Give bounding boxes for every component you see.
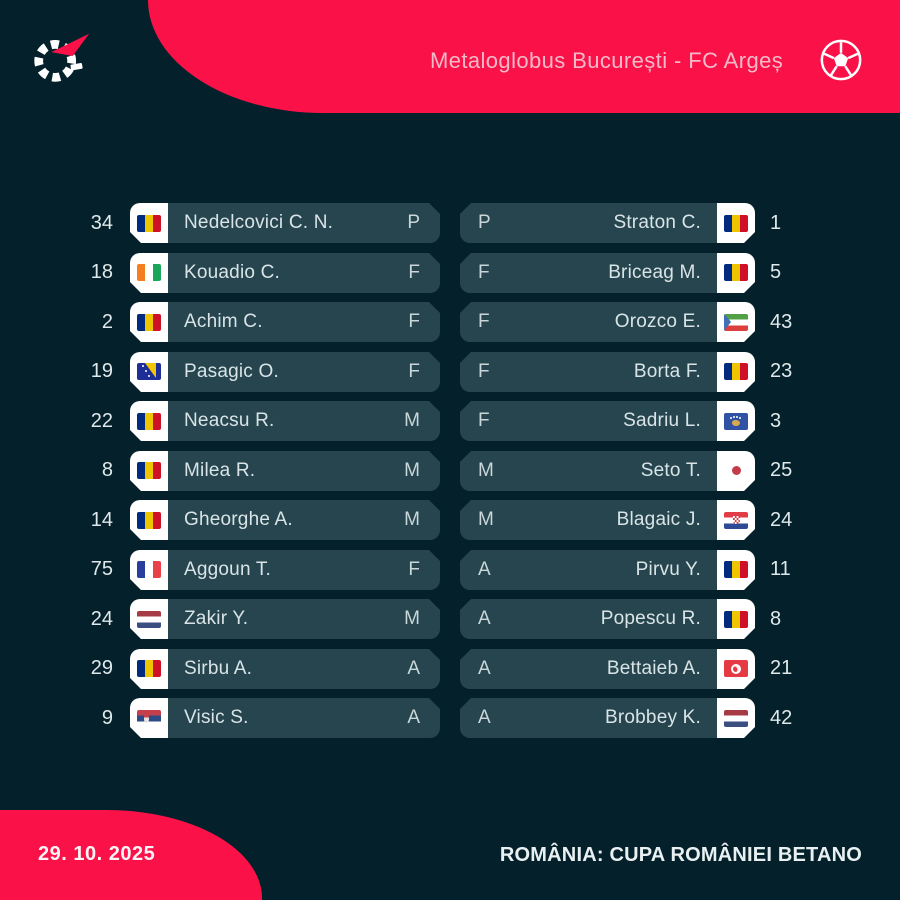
player-name: Pirvu Y. bbox=[635, 558, 701, 580]
corner-chamfer bbox=[429, 451, 440, 462]
player-pill[interactable] bbox=[130, 649, 440, 689]
player-name: Achim C. bbox=[184, 311, 263, 332]
corner-chamfer bbox=[429, 550, 440, 561]
corner-chamfer bbox=[460, 698, 471, 709]
player-position: F bbox=[478, 311, 490, 332]
player-name: Aggoun T. bbox=[184, 558, 272, 580]
romania-flag-icon bbox=[137, 512, 161, 529]
corner-chamfer bbox=[460, 253, 471, 264]
corner-chamfer bbox=[429, 649, 440, 660]
player-row bbox=[460, 698, 806, 738]
corner-chamfer bbox=[130, 232, 141, 243]
corner-chamfer bbox=[429, 599, 440, 610]
corner-chamfer bbox=[460, 302, 471, 313]
player-name: Brobbey K. bbox=[605, 707, 701, 728]
corner-chamfer bbox=[744, 678, 755, 689]
player-number: 23 bbox=[770, 360, 793, 382]
player-number: 3 bbox=[770, 409, 782, 432]
player-number: 21 bbox=[770, 657, 793, 679]
romania-flag-icon bbox=[724, 611, 748, 628]
ivory-coast-flag-icon bbox=[137, 264, 161, 281]
player-pill-body bbox=[168, 401, 440, 441]
corner-chamfer bbox=[130, 628, 141, 639]
corner-chamfer bbox=[130, 678, 141, 689]
player-row bbox=[460, 649, 806, 689]
player-row bbox=[460, 550, 806, 590]
player-row bbox=[460, 599, 806, 639]
player-pill[interactable] bbox=[460, 698, 755, 738]
player-pill[interactable] bbox=[460, 599, 755, 639]
player-pill-body bbox=[460, 500, 717, 540]
corner-chamfer bbox=[130, 529, 141, 540]
player-position: F bbox=[478, 360, 490, 382]
romania-flag-icon bbox=[137, 660, 161, 677]
corner-chamfer bbox=[744, 430, 755, 441]
player-pill[interactable] bbox=[460, 352, 755, 392]
corner-chamfer bbox=[460, 599, 471, 610]
player-row bbox=[60, 550, 440, 590]
corner-chamfer bbox=[130, 381, 141, 392]
player-row bbox=[460, 500, 806, 540]
player-name: Neacsu R. bbox=[184, 410, 275, 431]
player-name: Visic S. bbox=[184, 707, 249, 728]
serbia-flag-icon bbox=[137, 710, 161, 727]
corner-chamfer bbox=[130, 480, 141, 491]
player-position: A bbox=[478, 657, 491, 679]
player-pill-body bbox=[460, 401, 717, 441]
player-pill[interactable] bbox=[460, 550, 755, 590]
player-pill-body bbox=[168, 302, 440, 342]
corner-chamfer bbox=[130, 430, 141, 441]
player-number: 24 bbox=[90, 607, 113, 630]
player-position: A bbox=[478, 558, 491, 580]
corner-chamfer bbox=[460, 352, 471, 363]
player-position: A bbox=[407, 657, 420, 679]
player-pill-body bbox=[168, 550, 440, 590]
player-pill[interactable] bbox=[460, 451, 755, 491]
player-pill[interactable] bbox=[130, 352, 440, 392]
corner-chamfer bbox=[744, 282, 755, 293]
player-number: 75 bbox=[90, 558, 113, 580]
japan-flag-icon bbox=[724, 462, 748, 479]
player-name: Briceag M. bbox=[608, 261, 701, 283]
competition-name: ROMÂNIA: CUPA ROMÂNIEI BETANO bbox=[499, 844, 862, 866]
flashscore-logo bbox=[28, 24, 94, 90]
player-pill[interactable] bbox=[130, 401, 440, 441]
corner-chamfer bbox=[744, 727, 755, 738]
player-pill[interactable] bbox=[130, 698, 440, 738]
player-row bbox=[60, 599, 440, 639]
player-name: Milea R. bbox=[184, 459, 256, 481]
player-number: 8 bbox=[101, 459, 113, 481]
player-row bbox=[460, 401, 806, 441]
player-pill-body bbox=[460, 352, 717, 392]
player-pill-body bbox=[168, 203, 440, 243]
player-pill[interactable] bbox=[460, 302, 755, 342]
corner-chamfer bbox=[429, 698, 440, 709]
player-row bbox=[60, 401, 440, 441]
corner-chamfer bbox=[429, 352, 440, 363]
player-pill[interactable] bbox=[460, 401, 755, 441]
soccer-ball-icon bbox=[818, 37, 864, 83]
player-position: F bbox=[408, 311, 420, 332]
netherlands-flag-icon bbox=[137, 611, 161, 628]
away-lineup-column bbox=[460, 203, 806, 738]
player-position: A bbox=[407, 707, 420, 728]
corner-chamfer bbox=[429, 401, 440, 412]
corner-chamfer bbox=[130, 727, 141, 738]
corner-chamfer bbox=[460, 203, 471, 214]
corner-chamfer bbox=[460, 550, 471, 561]
corner-chamfer bbox=[744, 628, 755, 639]
corner-chamfer bbox=[744, 529, 755, 540]
player-name: Seto T. bbox=[640, 459, 701, 481]
player-position: A bbox=[478, 707, 491, 728]
player-pill-body bbox=[168, 451, 440, 491]
player-pill[interactable] bbox=[460, 253, 755, 293]
player-position: M bbox=[478, 459, 494, 481]
netherlands-flag-icon bbox=[724, 710, 748, 727]
player-name: Straton C. bbox=[613, 212, 701, 233]
player-pill[interactable] bbox=[130, 550, 440, 590]
player-number: 43 bbox=[770, 310, 793, 333]
player-name: Pasagic O. bbox=[184, 360, 279, 382]
player-pill-body bbox=[168, 253, 440, 293]
match-date: 29. 10. 2025 bbox=[38, 843, 156, 865]
romania-flag-icon bbox=[137, 462, 161, 479]
corner-chamfer bbox=[460, 500, 471, 511]
kosovo-flag-icon bbox=[724, 413, 748, 430]
player-pill-body bbox=[460, 599, 717, 639]
player-number: 8 bbox=[770, 607, 782, 630]
corner-chamfer bbox=[744, 232, 755, 243]
romania-flag-icon bbox=[724, 561, 748, 578]
player-number: 42 bbox=[770, 706, 793, 729]
player-row bbox=[60, 302, 440, 342]
player-position: A bbox=[478, 608, 491, 629]
player-number: 29 bbox=[90, 657, 113, 679]
player-row bbox=[60, 649, 440, 689]
player-number: 1 bbox=[770, 211, 782, 234]
player-pill-body bbox=[168, 352, 440, 392]
player-name: Nedelcovici C. N. bbox=[184, 212, 334, 233]
player-number: 22 bbox=[90, 409, 113, 432]
player-number: 2 bbox=[101, 310, 113, 333]
player-name: Orozco E. bbox=[614, 311, 701, 332]
player-number: 18 bbox=[90, 261, 113, 283]
equatorial-guinea-flag-icon bbox=[724, 314, 748, 331]
france-flag-icon bbox=[137, 561, 161, 578]
player-pill-body bbox=[168, 649, 440, 689]
player-name: Sadriu L. bbox=[623, 410, 701, 431]
player-number: 34 bbox=[90, 211, 113, 234]
match-title: Metaloglobus București - FC Argeș bbox=[430, 48, 784, 73]
player-pill-body bbox=[460, 649, 717, 689]
player-row bbox=[60, 451, 440, 491]
player-pill[interactable] bbox=[130, 500, 440, 540]
player-name: Bettaieb A. bbox=[606, 657, 701, 679]
player-row bbox=[460, 451, 806, 491]
corner-chamfer bbox=[744, 579, 755, 590]
player-position: P bbox=[407, 212, 420, 233]
player-row bbox=[60, 203, 440, 243]
player-name: Blagaic J. bbox=[616, 509, 701, 530]
player-pill-body bbox=[168, 599, 440, 639]
player-number: 25 bbox=[770, 459, 793, 481]
player-row bbox=[60, 500, 440, 540]
player-position: M bbox=[404, 509, 420, 530]
player-name: Sirbu A. bbox=[184, 657, 253, 679]
player-name: Borta F. bbox=[633, 360, 701, 382]
corner-chamfer bbox=[130, 331, 141, 342]
player-number: 5 bbox=[770, 261, 782, 283]
player-position: F bbox=[408, 558, 420, 580]
player-name: Popescu R. bbox=[600, 608, 701, 629]
player-number: 9 bbox=[101, 706, 113, 729]
player-position: F bbox=[478, 261, 490, 283]
home-lineup-column bbox=[60, 203, 440, 738]
player-row bbox=[60, 698, 440, 738]
player-position: F bbox=[478, 410, 490, 431]
player-pill[interactable] bbox=[460, 500, 755, 540]
corner-chamfer bbox=[744, 480, 755, 491]
player-position: M bbox=[478, 509, 494, 530]
romania-flag-icon bbox=[724, 363, 748, 380]
player-pill[interactable] bbox=[460, 649, 755, 689]
player-row bbox=[60, 253, 440, 293]
player-number: 11 bbox=[770, 558, 791, 580]
corner-chamfer bbox=[130, 579, 141, 590]
player-pill[interactable] bbox=[130, 302, 440, 342]
corner-chamfer bbox=[744, 381, 755, 392]
player-position: M bbox=[404, 410, 420, 431]
croatia-flag-icon bbox=[724, 512, 748, 529]
bosnia-flag-icon bbox=[137, 363, 161, 380]
player-number: 14 bbox=[90, 508, 113, 531]
corner-chamfer bbox=[744, 331, 755, 342]
player-pill[interactable] bbox=[460, 203, 755, 243]
player-name: Gheorghe A. bbox=[184, 509, 293, 530]
romania-flag-icon bbox=[137, 413, 161, 430]
player-position: P bbox=[478, 212, 491, 233]
romania-flag-icon bbox=[137, 215, 161, 232]
player-row bbox=[460, 352, 806, 392]
romania-flag-icon bbox=[137, 314, 161, 331]
corner-chamfer bbox=[130, 282, 141, 293]
player-name: Kouadio C. bbox=[184, 261, 281, 283]
player-position: M bbox=[404, 608, 420, 629]
player-row bbox=[460, 302, 806, 342]
player-pill-body bbox=[168, 698, 440, 738]
corner-chamfer bbox=[429, 253, 440, 264]
player-row bbox=[460, 253, 806, 293]
player-row bbox=[460, 203, 806, 243]
tunisia-flag-icon bbox=[724, 660, 748, 677]
player-position: F bbox=[408, 261, 420, 283]
player-pill[interactable] bbox=[130, 253, 440, 293]
player-pill-body bbox=[460, 253, 717, 293]
corner-chamfer bbox=[429, 500, 440, 511]
player-pill-body bbox=[460, 203, 717, 243]
player-pill-body bbox=[460, 451, 717, 491]
corner-chamfer bbox=[429, 302, 440, 313]
corner-chamfer bbox=[460, 401, 471, 412]
player-pill-body bbox=[460, 302, 717, 342]
player-pill[interactable] bbox=[130, 451, 440, 491]
corner-chamfer bbox=[460, 451, 471, 462]
romania-flag-icon bbox=[724, 215, 748, 232]
player-name: Zakir Y. bbox=[184, 608, 249, 629]
player-position: M bbox=[404, 459, 420, 481]
player-number: 19 bbox=[90, 360, 113, 382]
player-pill-body bbox=[168, 500, 440, 540]
player-position: F bbox=[408, 360, 420, 382]
player-pill[interactable] bbox=[130, 203, 440, 243]
player-pill-body bbox=[460, 550, 717, 590]
player-pill[interactable] bbox=[130, 599, 440, 639]
romania-flag-icon bbox=[724, 264, 748, 281]
player-number: 24 bbox=[770, 508, 793, 531]
player-row bbox=[60, 352, 440, 392]
corner-chamfer bbox=[429, 203, 440, 214]
corner-chamfer bbox=[460, 649, 471, 660]
player-pill-body bbox=[460, 698, 717, 738]
